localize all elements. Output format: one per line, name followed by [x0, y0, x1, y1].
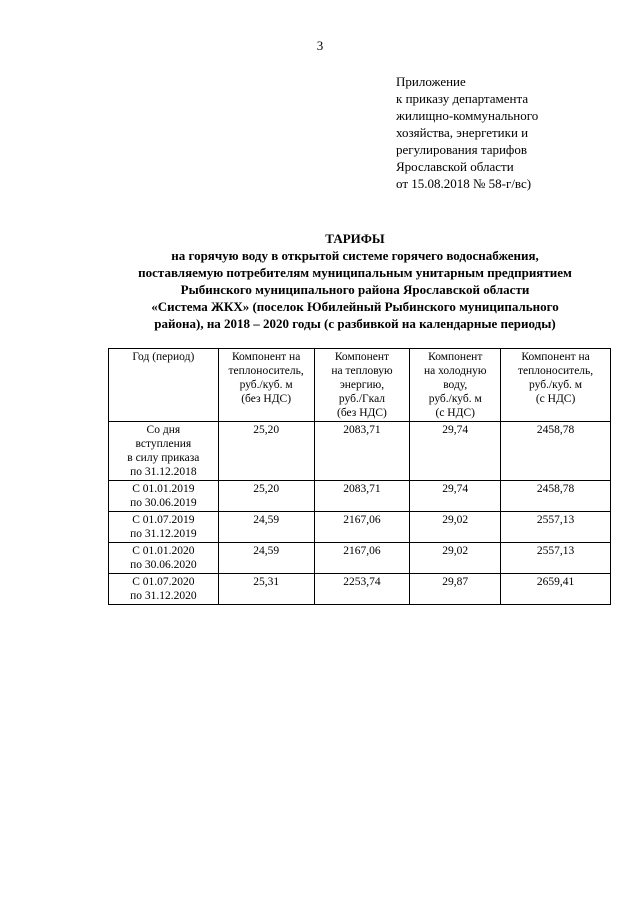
appendix-note [396, 73, 636, 192]
appendix-line: жилищно-коммунального [396, 108, 539, 123]
value-cell: 2458,78 [501, 422, 611, 481]
value-cell: 2557,13 [501, 512, 611, 543]
value-cell: 29,74 [410, 481, 501, 512]
value-cell: 2659,41 [501, 574, 611, 605]
value-cell: 25,20 [218, 422, 314, 481]
value-cell: 24,59 [218, 512, 314, 543]
column-header-line: (с НДС) [435, 407, 475, 419]
column-header-line: руб./Гкал [338, 393, 386, 405]
period-line: по 30.06.2020 [130, 559, 197, 571]
period-line: по 30.06.2019 [130, 497, 197, 509]
tariffs-table [108, 348, 611, 605]
column-header-line: Компонент на [231, 351, 301, 363]
column-header-line: (с НДС) [535, 393, 576, 405]
table-row [109, 512, 611, 543]
column-header [218, 349, 314, 422]
table-row [109, 481, 611, 512]
value-cell: 2557,13 [501, 543, 611, 574]
document-title [95, 230, 615, 332]
value-cell: 24,59 [218, 543, 314, 574]
column-header [109, 349, 219, 422]
appendix-line: от 15.08.2018 № 58-г/вс) [396, 176, 532, 191]
table-row [109, 543, 611, 574]
column-header-line: (без НДС) [337, 407, 387, 419]
title-main: ТАРИФЫ [325, 231, 385, 246]
column-header-line: (без НДС) [241, 393, 292, 405]
value-cell: 2167,06 [314, 512, 410, 543]
appendix-line: хозяйства, энергетики и [396, 125, 529, 140]
column-header-line: Год (период) [132, 351, 195, 363]
value-cell: 29,02 [410, 543, 501, 574]
appendix-line: регулирования тарифов [396, 142, 527, 157]
appendix-line: Приложение [396, 74, 466, 89]
table-row [109, 574, 611, 605]
value-cell: 25,31 [218, 574, 314, 605]
period-line: вступления [135, 438, 192, 450]
value-cell: 29,02 [410, 512, 501, 543]
appendix-line: к приказу департамента [396, 91, 529, 106]
period-line: С 01.07.2019 [132, 514, 195, 526]
column-header [314, 349, 410, 422]
column-header-line: руб./куб. м [239, 379, 293, 391]
title-line: на горячую воду в открытой системе горячего водоснабжения, [171, 248, 539, 263]
column-header-line: на тепловую [331, 365, 393, 377]
column-header-line: теплоноситель, [517, 365, 594, 377]
period-line: С 01.01.2020 [132, 545, 195, 557]
period-cell [109, 512, 219, 543]
value-cell: 2167,06 [314, 543, 410, 574]
table-header-row [109, 349, 611, 422]
period-cell [109, 543, 219, 574]
column-header-line: руб./куб. м [428, 393, 482, 405]
period-line: Со дня [146, 424, 181, 436]
period-cell [109, 481, 219, 512]
period-line: по 31.12.2019 [130, 528, 197, 540]
value-cell: 29,74 [410, 422, 501, 481]
table-body [109, 422, 611, 605]
value-cell: 2083,71 [314, 422, 410, 481]
column-header-line: руб./куб. м [529, 379, 583, 391]
period-cell [109, 574, 219, 605]
page-number: 3 [316, 38, 324, 53]
column-header-line: на холодную [423, 365, 487, 377]
title-line: Рыбинского муниципального района Ярославской области [180, 282, 530, 297]
period-line: С 01.01.2019 [132, 483, 195, 495]
table-row [109, 422, 611, 481]
appendix-line: Ярославской области [396, 159, 514, 174]
title-line: поставляемую потребителям муниципальным унитарным предприятием [138, 265, 572, 280]
column-header-line: Компонент [428, 351, 483, 363]
column-header [501, 349, 611, 422]
column-header [410, 349, 501, 422]
value-cell: 2253,74 [314, 574, 410, 605]
period-line: по 31.12.2020 [130, 590, 197, 602]
value-cell: 29,87 [410, 574, 501, 605]
title-line: района), на 2018 – 2020 годы (с разбивкой на календарные периоды) [154, 316, 556, 331]
value-cell: 2458,78 [501, 481, 611, 512]
period-line: С 01.07.2020 [132, 576, 195, 588]
column-header-line: Компонент на [521, 351, 590, 363]
column-header-line: Компонент [334, 351, 390, 363]
title-line: «Система ЖКХ» (поселок Юбилейный Рыбинского муниципального [151, 299, 559, 314]
value-cell: 2083,71 [314, 481, 410, 512]
column-header-line: теплоноситель, [228, 365, 304, 377]
period-line: в силу приказа [127, 452, 200, 464]
period-cell [109, 422, 219, 481]
column-header-line: воду, [443, 379, 468, 391]
value-cell: 25,20 [218, 481, 314, 512]
column-header-line: энергию, [339, 379, 385, 391]
period-line: по 31.12.2018 [130, 466, 197, 478]
